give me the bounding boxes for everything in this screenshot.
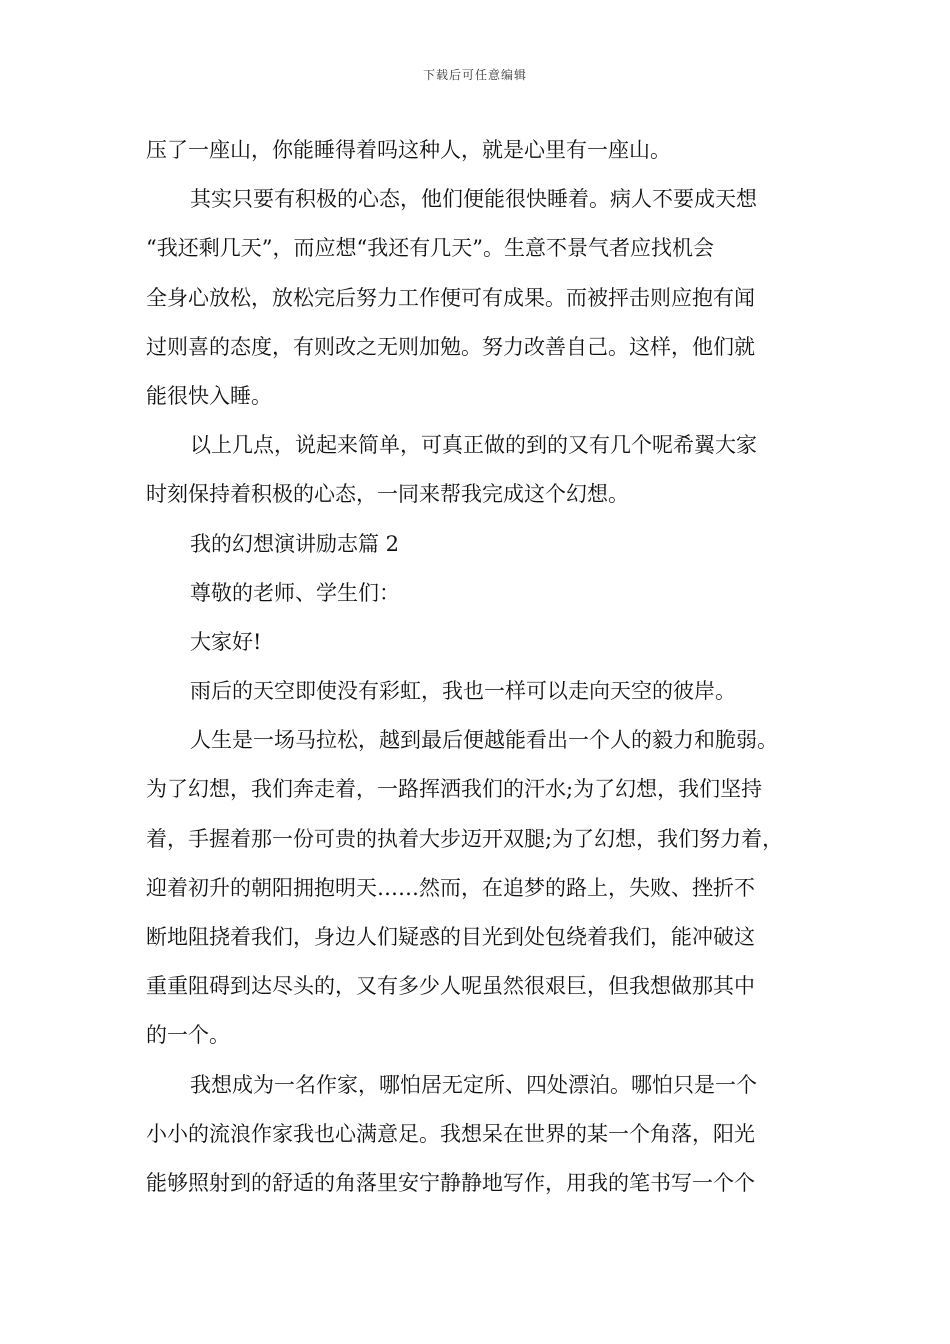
text-line: 我想成为一名作家，哪怕居无定所、四处漂泊。哪怕只是一个 xyxy=(190,1072,757,1097)
page-header: 下载后可任意编辑 xyxy=(422,68,527,82)
text-line: 小小的流浪作家我也心满意足。我想呆在世界的某一个角落，阳光 xyxy=(146,1121,755,1146)
text-line: 以上几点，说起来简单，可真正做的到的又有几个呢希翼大家 xyxy=(190,433,757,458)
text-line: 断地阻挠着我们，身边人们疑惑的目光到处包绕着我们，能冲破这 xyxy=(146,925,755,949)
section-title: 我的幻想演讲励志篇 2 xyxy=(190,531,400,556)
salutation: 尊敬的老师、学生们： xyxy=(190,580,400,605)
text-line: 迎着初升的朝阳拥抱明天……然而，在追梦的路上，失败、挫折不 xyxy=(146,875,755,900)
text-line: 全身心放松，放松完后努力工作便可有成果。而被抨击则应抱有闻 xyxy=(146,285,755,310)
text-line: 为了幻想，我们奔走着，一路挥洒我们的汗水;为了幻想，我们坚持 xyxy=(146,777,763,802)
greeting: 大家好! xyxy=(190,629,262,654)
text-line: 其实只要有积极的心态，他们便能很快睡着。病人不要成天想 xyxy=(190,187,757,212)
text-line: 能够照射到的舒适的角落里安宁静静地写作，用我的笔书写一个个 xyxy=(146,1170,755,1195)
text-line: 过则喜的态度，有则改之无则加勉。努力改善自己。这样，他们就 xyxy=(146,334,755,359)
text-line: 时刻保持着积极的心态，一同来帮我完成这个幻想。 xyxy=(146,482,629,507)
text-line: 能很快入睡。 xyxy=(146,383,272,408)
text-line: 人生是一场马拉松，越到最后便越能看出一个人的毅力和脆弱。 xyxy=(190,728,778,753)
text-line: 着，手握着那一份可贵的执着大步迈开双腿;为了幻想，我们努力着， xyxy=(146,826,784,851)
document-body xyxy=(146,126,816,1208)
text-line: 重重阻碍到达尽头的，又有多少人呢虽然很艰巨，但我想做那其中 xyxy=(146,974,755,999)
text-line: 雨后的天空即使没有彩虹，我也一样可以走向天空的彼岸。 xyxy=(190,679,736,704)
text-line: 压了一座山，你能睡得着吗这种人，就是心里有一座山。 xyxy=(146,138,671,162)
text-line: “我还剩几天”，而应想“我还有几天”。生意不景气者应找机会 xyxy=(146,236,714,261)
text-line: 的一个。 xyxy=(146,1023,230,1048)
